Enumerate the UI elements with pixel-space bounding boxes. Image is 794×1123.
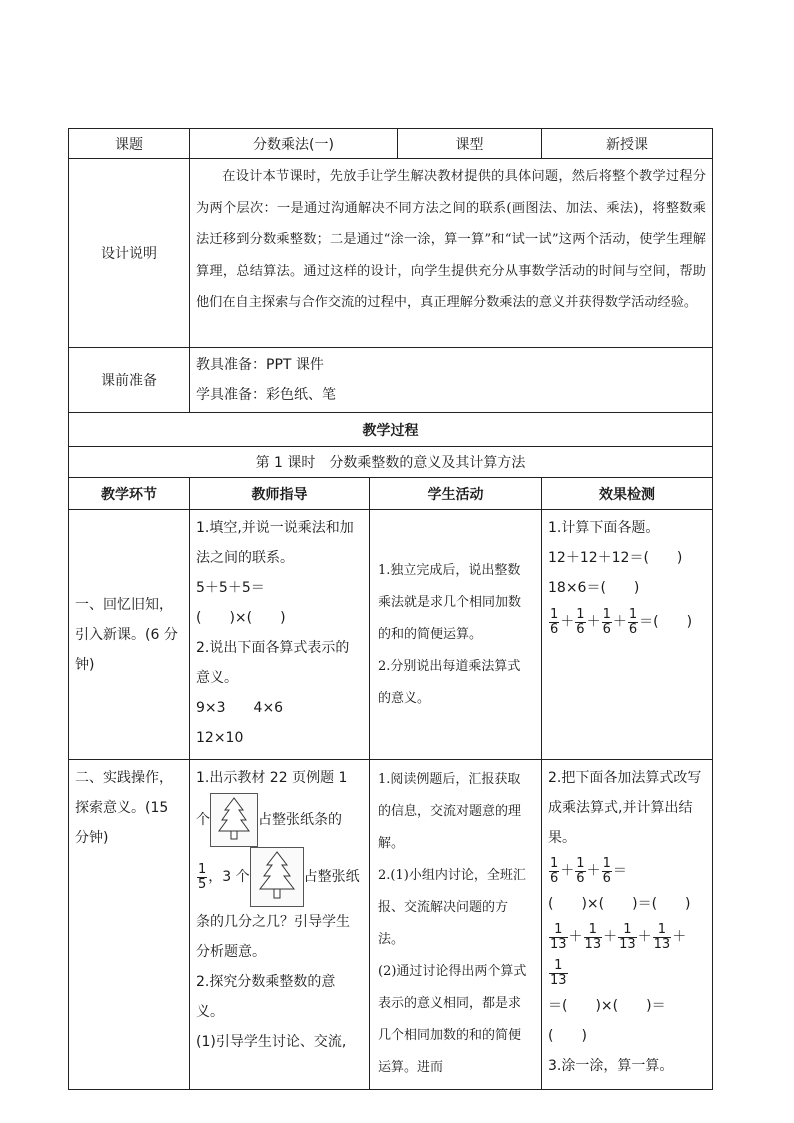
fraction: $\frac{1}{6}$ — [628, 606, 638, 637]
type-value: 新授课 — [542, 129, 713, 159]
tree-strip-icon — [210, 793, 258, 847]
check-line: ( ) — [548, 1028, 587, 1044]
design-text-cell — [190, 159, 713, 348]
teacher-line: 2.探究分数乘整数的意义。 — [196, 974, 336, 1020]
design-text: 在设计本节课时，先放手让学生解决教材提供的具体问题，然后将整个教学过程分为两个层次：一是通过沟通解决不同方法之间的联系(画图法、加法、乘法)，将整数乘法迁移到分数乘整数；二是通过“涂一涂，算一算”和“试一试”这两个活动，使学生理解算理，总结算法。通过这样的设计，向学生提供充分从事数学活动的时间与空间，帮助他们在自主探索与合作交流的过程中，真正理解分数乘法的意义并获得数学活动经验。 — [196, 169, 706, 310]
prep-teacher: 教具准备：PPT 课件 — [196, 357, 324, 373]
prep-row — [69, 348, 713, 413]
teacher-line: 条的几分之几？引导学生分析题意。 — [196, 914, 350, 960]
teacher-line: 5＋5＋5＝ — [196, 580, 265, 596]
student-cell — [370, 510, 542, 760]
teacher-line: 个 占整张纸条的 — [196, 793, 363, 847]
teacher-line: (1)引导学生讨论、交流, — [196, 1034, 347, 1050]
stage-text: 一、回忆旧知，引入新课。(6 分钟) — [75, 596, 178, 673]
stage-cell — [69, 510, 190, 760]
check-line: 12＋12＋12＝( ) — [548, 550, 683, 566]
table-row — [69, 760, 713, 1090]
check-cell — [542, 510, 713, 760]
fraction: $\frac{1}{13}$ — [584, 921, 602, 952]
check-line: ( )×( )＝( ) — [548, 896, 691, 912]
teacher-cell — [190, 760, 370, 1090]
lesson-plan-table — [68, 128, 713, 1090]
fraction: $\frac{1}{13}$ — [653, 921, 671, 952]
check-line: 18×6＝( ) — [548, 580, 640, 596]
teacher-line: 2.说出下面各算式表示的意义。 — [196, 640, 350, 686]
teacher-line: 1.出示教材 22 页例题 1 — [196, 770, 348, 786]
prep-student: 学具准备：彩色纸、笔 — [196, 387, 336, 403]
student-cell — [370, 760, 542, 1090]
design-label: 设计说明 — [69, 159, 190, 348]
check-line: 1.计算下面各题。 — [548, 520, 660, 536]
process-title-row — [69, 413, 713, 447]
fraction: $\frac{1}{6}$ — [576, 606, 585, 637]
fraction: $\frac{1}{13}$ — [550, 957, 567, 988]
topic-value: 分数乘法(一) — [190, 129, 398, 159]
col-teacher: 教师指导 — [190, 478, 370, 510]
column-header-row — [69, 478, 713, 510]
topic-label: 课题 — [69, 129, 190, 159]
fraction: $\frac{1}{6}$ — [576, 855, 585, 886]
lesson-title-row — [69, 447, 713, 478]
fraction-sum-line: $\frac{1}{6}$ ＋ $\frac{1}{6}$ ＋ $\frac{1}{6}$ ＋ $\frac{1}{6}$ ＝( ) — [550, 606, 693, 637]
fraction: $\frac{1}{6}$ — [550, 855, 559, 886]
process-title: 教学过程 — [69, 413, 713, 447]
teacher-line: 12×10 — [196, 730, 244, 746]
teacher-line: ( )×( ) — [196, 610, 286, 626]
student-line: 1.阅读例题后，汇报获取的信息，交流对题意的理解。 — [378, 772, 522, 851]
col-student: 学生活动 — [370, 478, 542, 510]
student-line: (2)通过讨论得出两个算式表示的意义相同，都是求几个相同加数的和的简便运算。进而 — [378, 964, 527, 1075]
stage-text: 二、实践操作，探索意义。(15 分钟) — [75, 770, 173, 846]
col-stage: 教学环节 — [69, 478, 190, 510]
fraction: $\frac{1}{6}$ — [602, 855, 611, 886]
teacher-line: $\frac{1}{5}$ ，3 个 占整张纸 — [196, 847, 363, 907]
type-label: 课型 — [398, 129, 542, 159]
student-line: 2.分别说出每道乘法算式的意义。 — [378, 658, 521, 706]
header-row — [69, 129, 713, 159]
design-row — [69, 159, 713, 348]
tree-strip-icon — [250, 847, 304, 907]
fraction-sum-line: $\frac{1}{6}$ ＋ $\frac{1}{6}$ ＋ $\frac{1}{6}$ ＝ — [550, 855, 627, 886]
fraction: $\frac{1}{6}$ — [602, 606, 611, 637]
fraction: $\frac{1}{13}$ — [550, 921, 567, 952]
teacher-cell — [190, 510, 370, 760]
check-line: ＝( )×( )＝ — [548, 998, 666, 1014]
student-line: 2.(1)小组内讨论，全班汇报、交流解决问题的方法。 — [378, 868, 526, 947]
table-row — [69, 510, 713, 760]
fraction: $\frac{1}{5}$ — [198, 861, 207, 892]
teacher-line: 1.填空,并说一说乘法和加法之间的联系。 — [196, 520, 354, 566]
stage-cell — [69, 760, 190, 1090]
col-check: 效果检测 — [542, 478, 713, 510]
fraction-sum-line: $\frac{1}{13}$ ＋ $\frac{1}{13}$ ＋ $\frac{1}{13}$ ＋ $\frac{1}{13}$ ＋ $\frac{1}{13}$ — [550, 921, 687, 988]
check-line: 3.涂一涂，算一算。 — [548, 1058, 674, 1074]
check-cell — [542, 760, 713, 1090]
prep-content — [190, 348, 713, 413]
check-line: 2.把下面各加法算式改写成乘法算式,并计算出结果。 — [548, 770, 702, 846]
fraction: $\frac{1}{6}$ — [550, 606, 559, 637]
lesson-title: 第 1 课时 分数乘整数的意义及其计算方法 — [69, 447, 713, 478]
fraction: $\frac{1}{13}$ — [619, 921, 636, 952]
prep-label: 课前准备 — [69, 348, 190, 413]
teacher-line: 9×3 4×6 — [196, 700, 284, 716]
student-line: 1.独立完成后，说出整数乘法就是求几个相同加数的和的简便运算。 — [378, 562, 522, 642]
